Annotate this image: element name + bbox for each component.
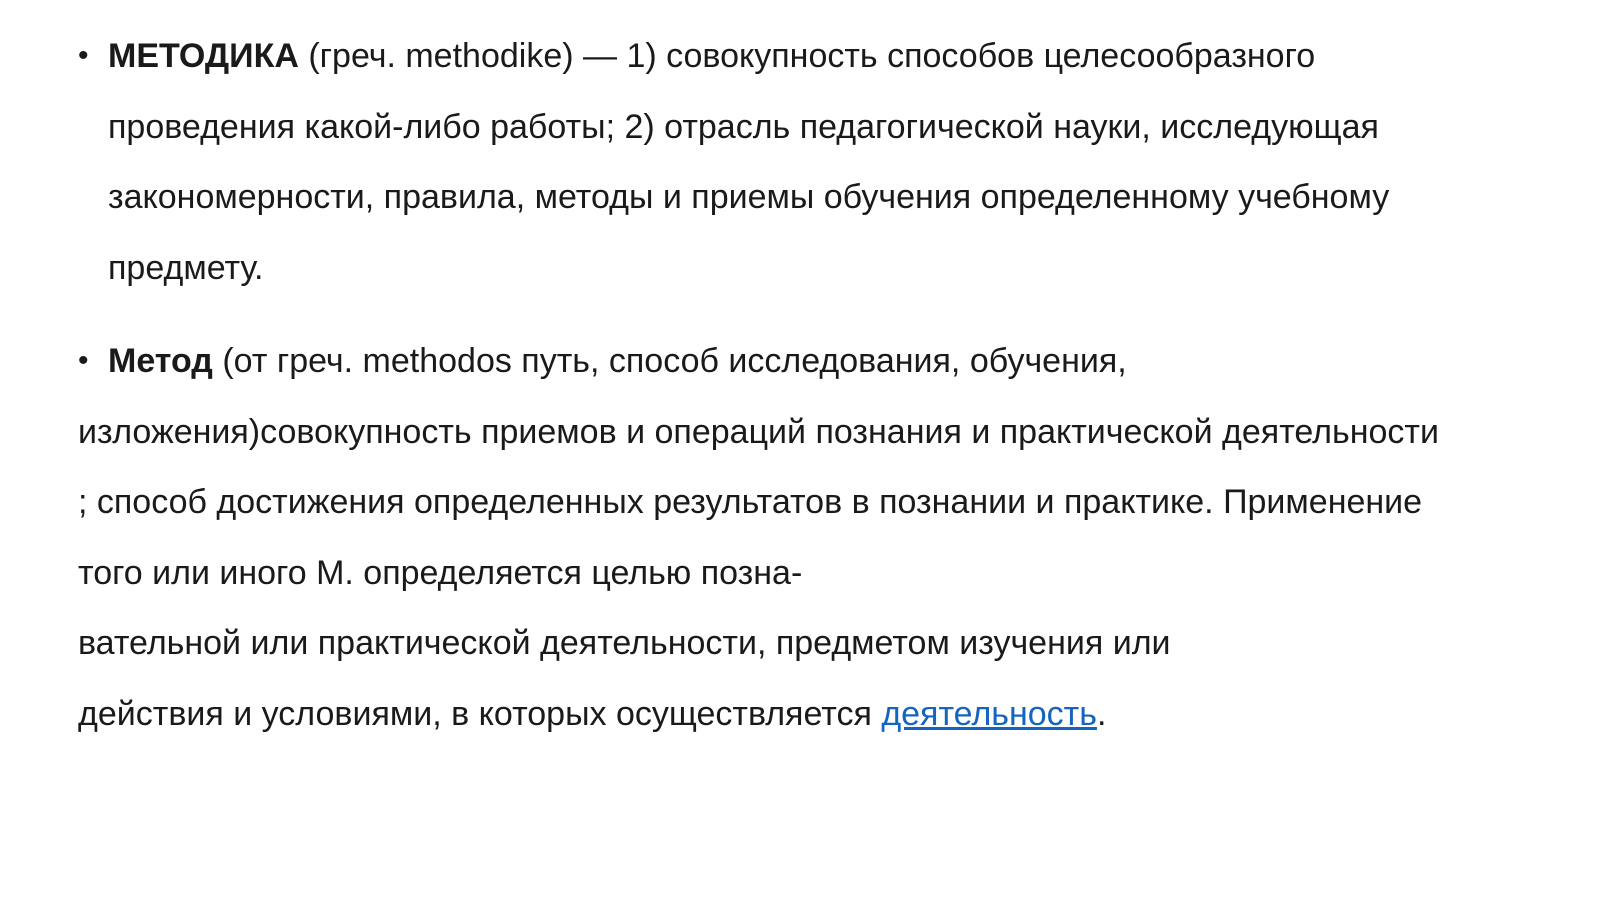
definition-line: того или иного М. определяется целью позна- bbox=[78, 554, 803, 592]
definition-line bbox=[108, 341, 1127, 381]
term-methodika: МЕТОДИКА bbox=[108, 37, 299, 75]
definition-line: предмету. bbox=[108, 249, 264, 287]
definition-line bbox=[108, 36, 1315, 76]
definition-line: закономерности, правила, методы и приемы обучения определенному учебному bbox=[108, 178, 1390, 216]
bullet-icon: • bbox=[78, 39, 89, 72]
definition-text: . bbox=[1096, 695, 1107, 733]
definition-line: проведения какой-либо работы; 2) отрасль педагогической науки, исследующая bbox=[108, 108, 1379, 146]
bullet-icon: • bbox=[78, 344, 89, 377]
definition-text: (греч. methodike) — 1) совокупность способов целесообразного bbox=[298, 37, 1316, 75]
term-metod: Метод bbox=[108, 342, 213, 380]
definition-line: вательной или практической деятельности, предметом изучения или bbox=[78, 624, 1171, 662]
activity-link[interactable]: деятельность bbox=[881, 695, 1097, 733]
definition-line: ; способ достижения определенных результатов в познании и практике. Применение bbox=[78, 483, 1423, 521]
definition-line: изложения)совокупность приемов и операций познания и практической деятельности bbox=[78, 413, 1439, 451]
definition-line bbox=[78, 694, 1106, 734]
definition-text: (от греч. methodos путь, способ исследования, обучения, bbox=[212, 342, 1127, 380]
definition-text: действия и условиями, в которых осуществляется bbox=[78, 695, 882, 733]
